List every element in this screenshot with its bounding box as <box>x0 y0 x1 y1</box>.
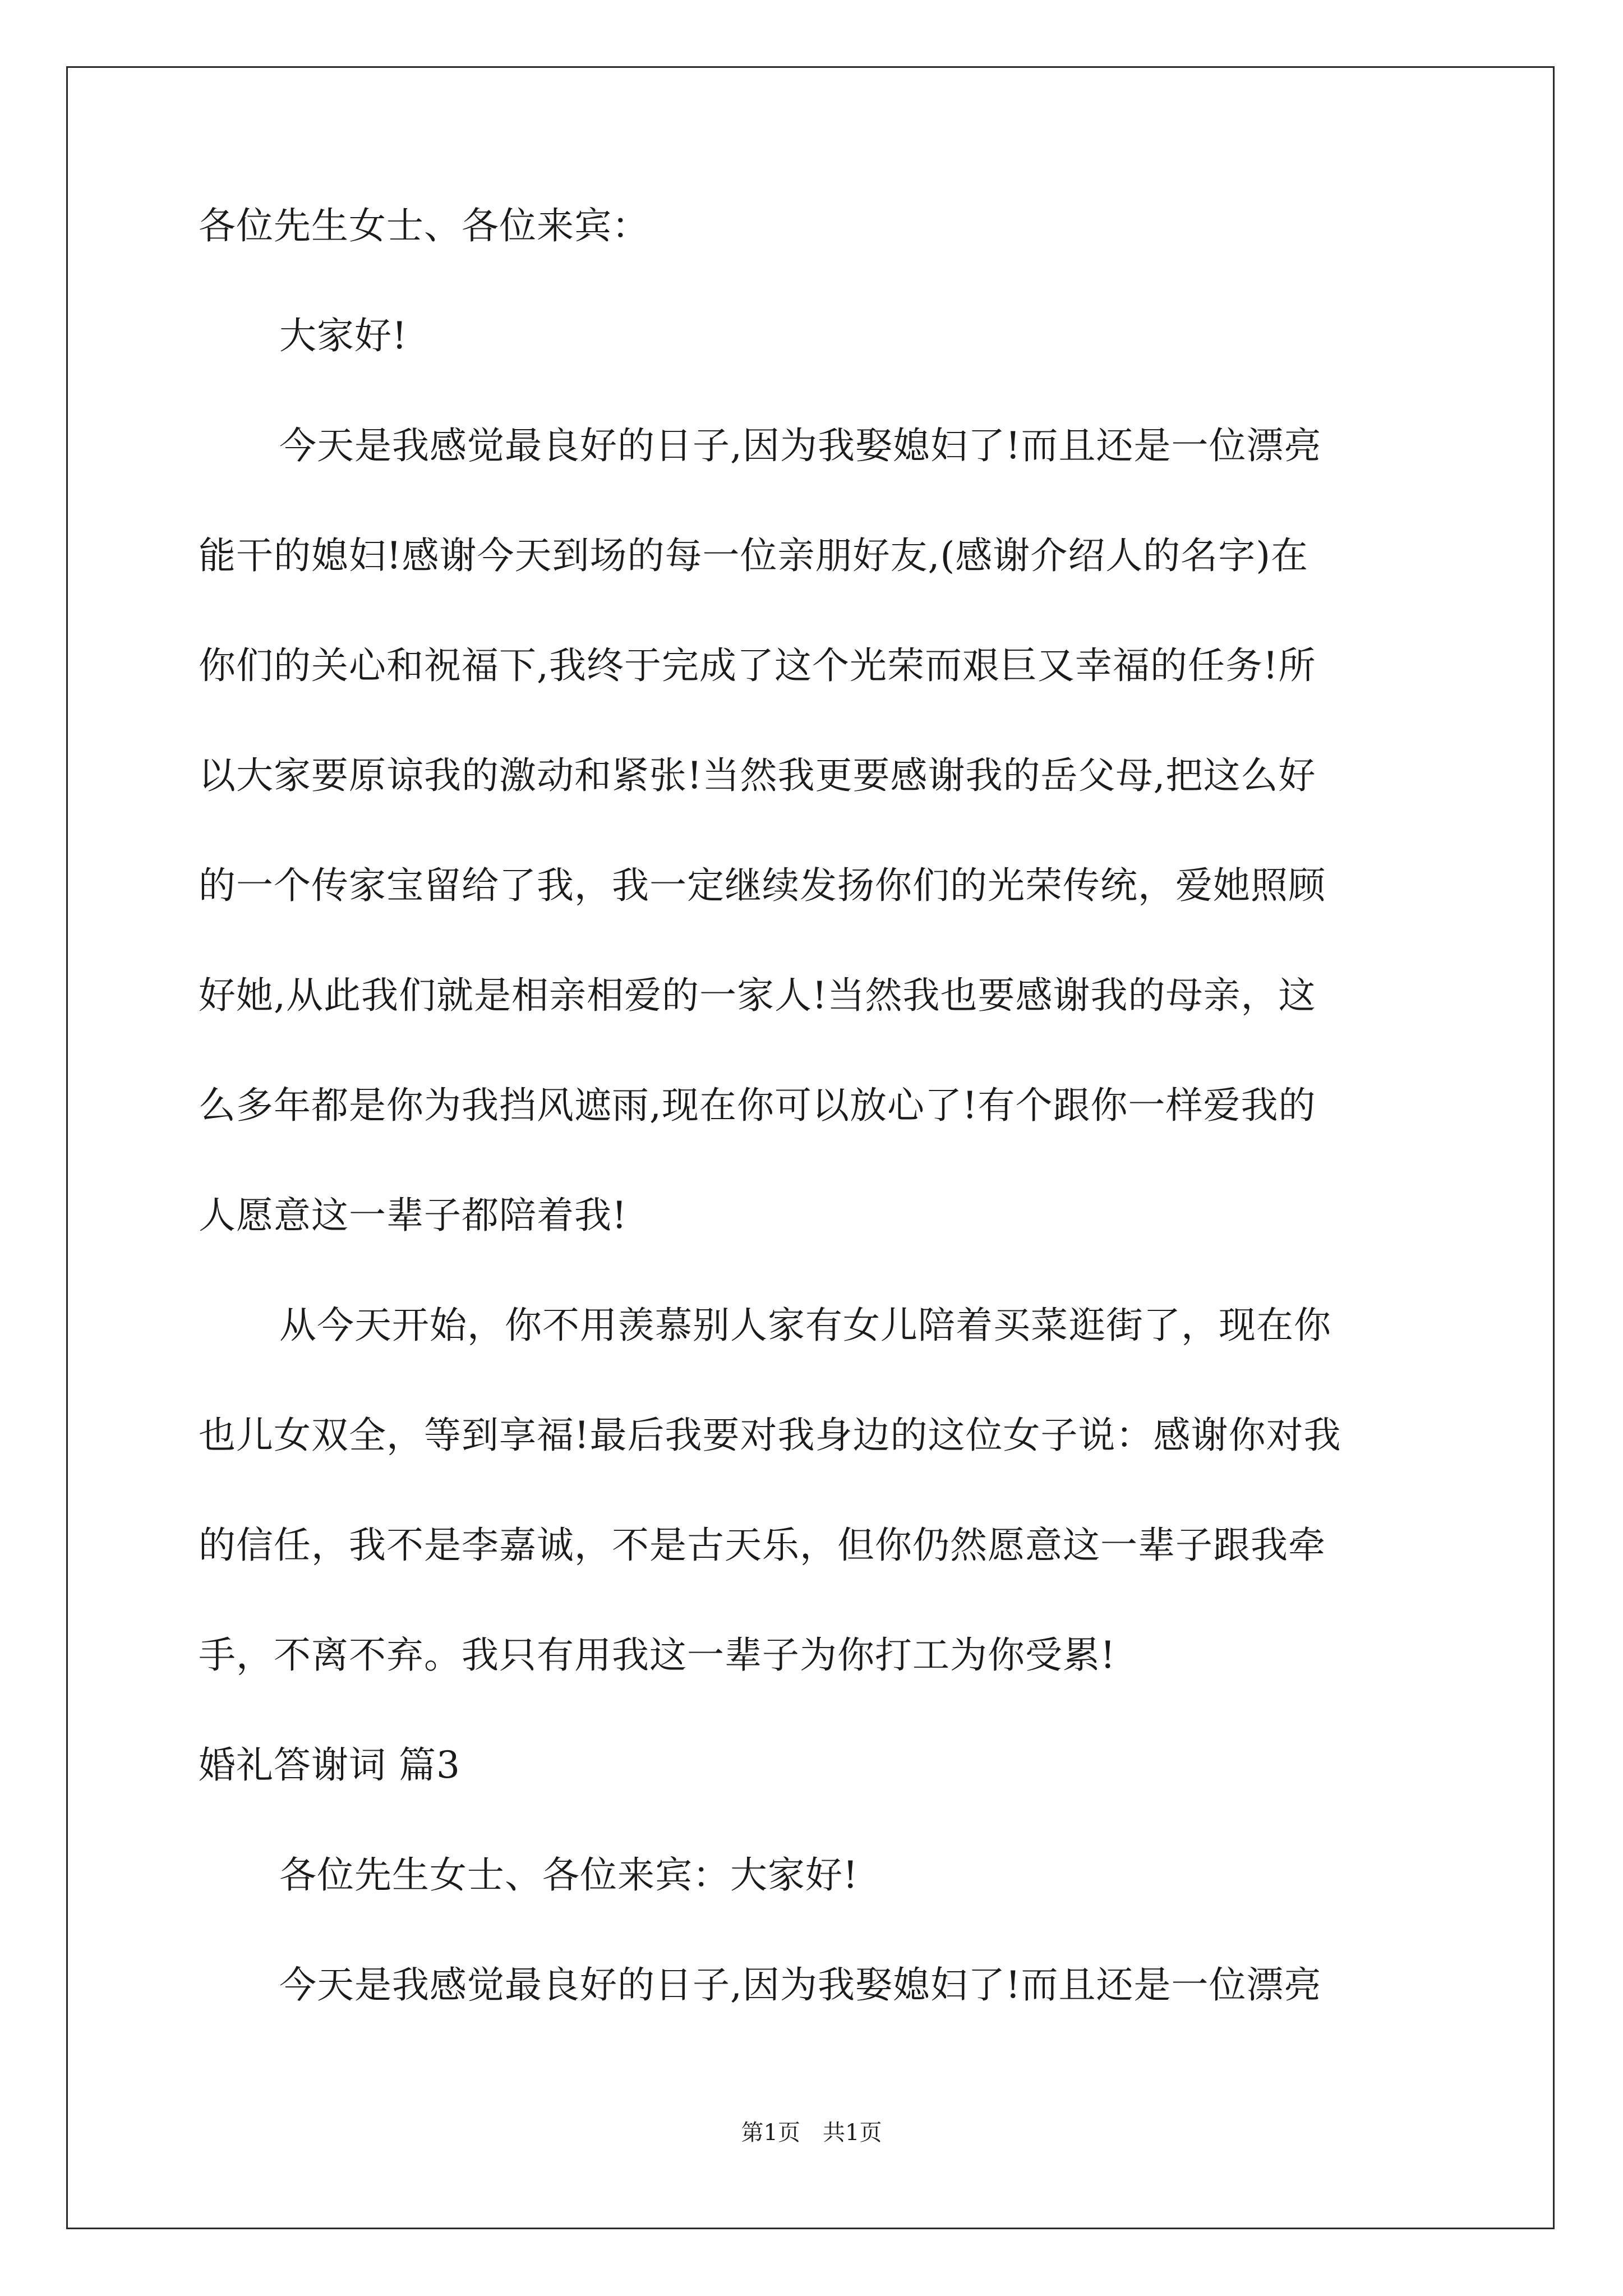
section-heading: 婚礼答谢词 篇3 <box>199 1743 460 1787</box>
paragraph-line: 人愿意这一辈子都陪着我! <box>199 1194 628 1237</box>
paragraph-line: 今天是我感觉最良好的日子,因为我娶媳妇了!而且还是一位漂亮 <box>279 424 1322 467</box>
paragraph-line: 以大家要原谅我的激动和紧张!当然我更要感谢我的岳父母,把这么好 <box>199 754 1316 797</box>
paragraph-line: 的一个传家宝留给了我，我一定继续发扬你们的光荣传统，爱她照顾 <box>199 864 1326 907</box>
paragraph-line: 手，不离不弃。我只有用我这一辈子为你打工为你受累! <box>199 1634 1116 1677</box>
document-body <box>199 204 1427 2007</box>
paragraph-line: 也儿女双全，等到享福!最后我要对我身边的这位女子说：感谢你对我 <box>199 1414 1341 1457</box>
paragraph-line: 能干的媳妇!感谢今天到场的每一位亲朋好友,(感谢介绍人的名字)在 <box>199 534 1308 577</box>
greeting: 各位先生女士、各位来宾：大家好! <box>279 1853 859 1897</box>
paragraph-line: 你们的关心和祝福下,我终于完成了这个光荣而艰巨又幸福的任务!所 <box>199 644 1316 687</box>
greeting: 大家好! <box>279 314 408 357</box>
paragraph-line: 么多年都是你为我挡风遮雨,现在你可以放心了!有个跟你一样爱我的 <box>199 1084 1316 1127</box>
paragraph-line: 从今天开始，你不用羡慕别人家有女儿陪着买菜逛街了，现在你 <box>279 1304 1331 1347</box>
paragraph-line: 今天是我感觉最良好的日子,因为我娶媳妇了!而且还是一位漂亮 <box>279 1963 1322 2007</box>
page-number: 第1页 共1页 <box>741 2120 882 2146</box>
salutation: 各位先生女士、各位来宾： <box>199 204 649 247</box>
paragraph-line: 好她,从此我们就是相亲相爱的一家人!当然我也要感谢我的母亲，这 <box>199 974 1316 1017</box>
paragraph-line: 的信任，我不是李嘉诚，不是古天乐，但你仍然愿意这一辈子跟我牵 <box>199 1524 1326 1567</box>
